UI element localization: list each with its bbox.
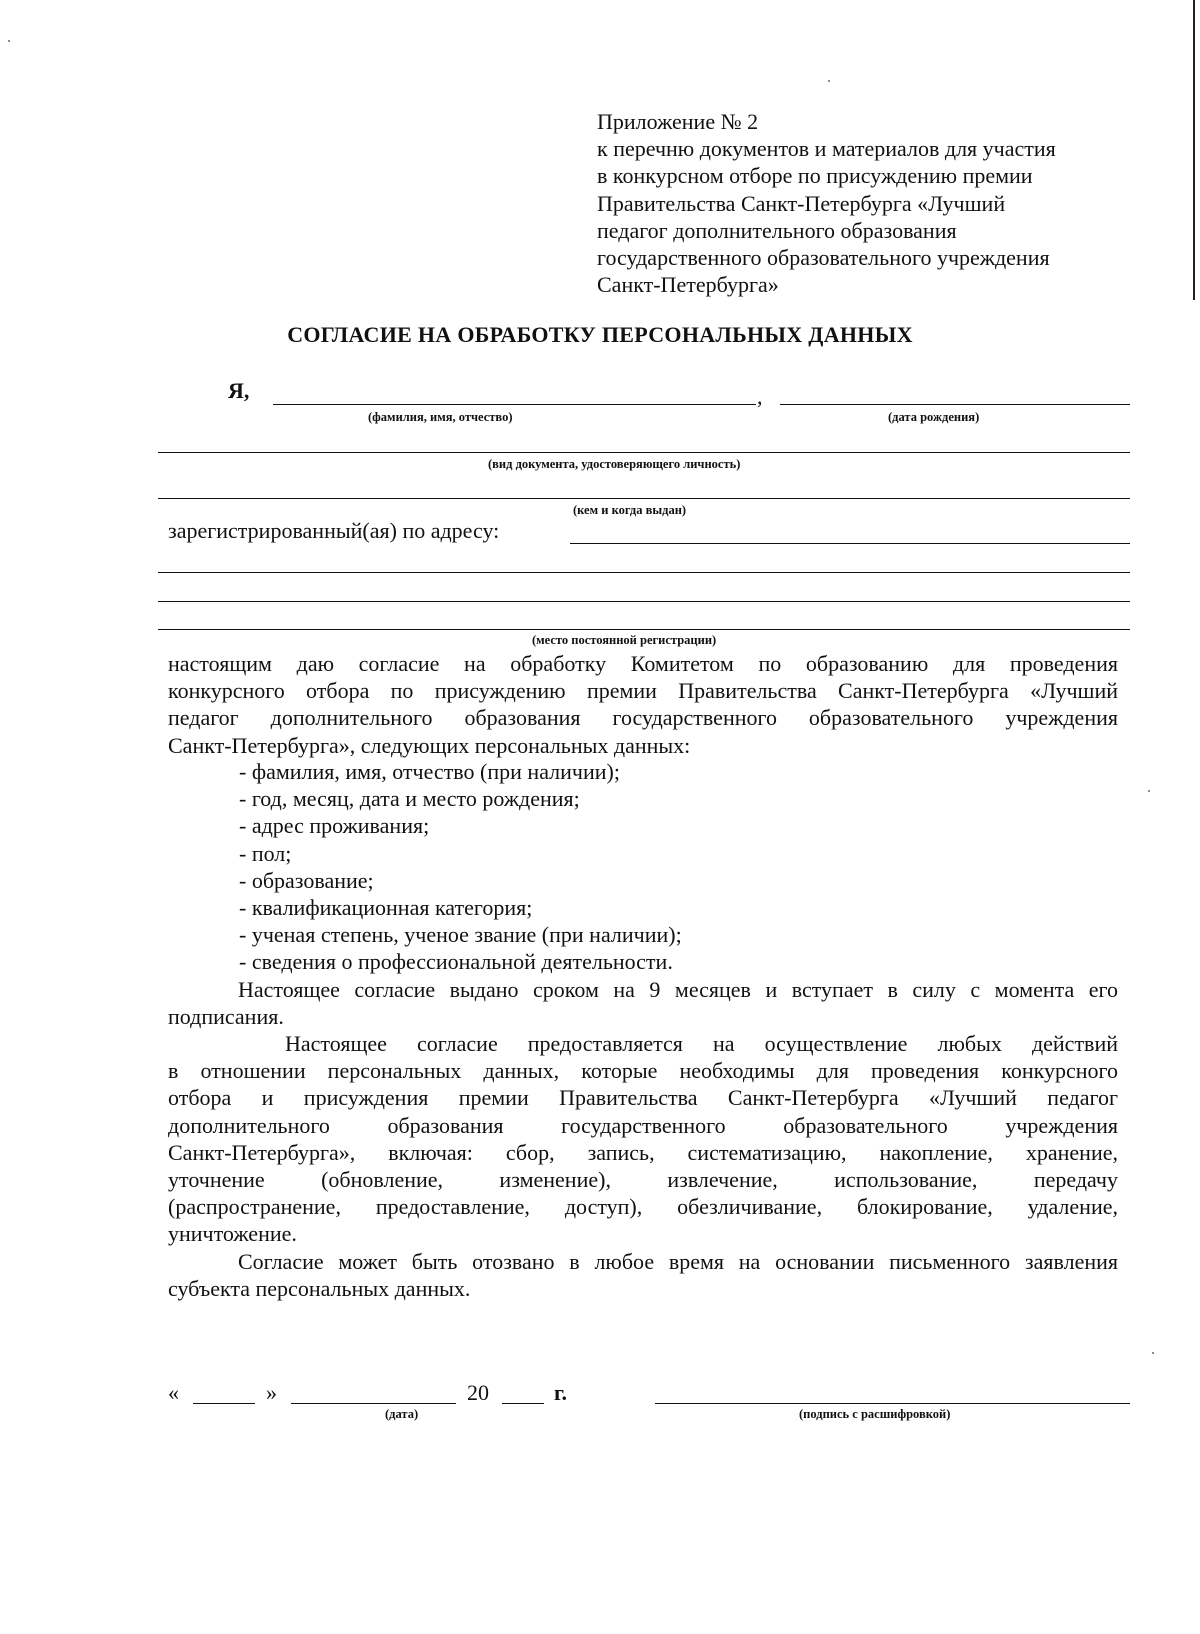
paragraph-line: Настоящее согласие предоставляется на осуществление любых действий: [285, 1031, 1118, 1056]
paragraph-line: Согласие может быть отозвано в любое время на основании письменного заявления: [238, 1249, 1118, 1274]
document-title: СОГЛАСИЕ НА ОБРАБОТКУ ПЕРСОНАЛЬНЫХ ДАННЫХ: [287, 322, 913, 347]
consent-scope-paragraph: [168, 1030, 1118, 1248]
address-field-line-3[interactable]: [158, 601, 1130, 602]
paragraph-line: Санкт-Петербурга», следующих персональных данных:: [168, 732, 691, 758]
paragraph-line: Санкт-Петербурга», включая: сбор, запись, систематизацию, накопление, хранение,: [168, 1139, 1118, 1165]
appendix-block: [597, 108, 1157, 298]
appendix-line: государственного образовательного учреждения: [597, 245, 1050, 271]
address-field-line-1[interactable]: [570, 543, 1130, 544]
appendix-line: педагог дополнительного образования: [597, 217, 957, 243]
year-field-line[interactable]: [502, 1403, 544, 1404]
day-field-line[interactable]: [193, 1403, 255, 1404]
quote-close: »: [266, 1380, 277, 1405]
registered-address-label: зарегистрированный(ая) по адресу:: [168, 518, 500, 543]
date-caption: (дата): [385, 1407, 419, 1421]
appendix-line: к перечню документов и материалов для участия: [597, 136, 1056, 162]
address-field-line-2[interactable]: [158, 572, 1130, 573]
scan-speck: [828, 80, 830, 82]
issued-by-caption: (кем и когда выдан): [573, 503, 687, 517]
paragraph-line: настоящим даю согласие на обработку Комитетом по образованию для проведения: [168, 651, 1118, 676]
birth-date-caption: (дата рождения): [888, 410, 980, 424]
list-item: - адрес проживания;: [239, 813, 430, 839]
list-item: - фамилия, имя, отчество (при наличии);: [239, 759, 620, 784]
i-label: Я,: [228, 378, 250, 403]
id-document-field-line[interactable]: [158, 452, 1130, 453]
signature-field-line[interactable]: [655, 1403, 1130, 1404]
paragraph-line: Настоящее согласие выдано сроком на 9 месяцев и вступает в силу с момента его: [238, 977, 1118, 1002]
quote-open: «: [168, 1380, 179, 1405]
comma-separator: ,: [757, 384, 763, 409]
address-field-line-4[interactable]: [158, 629, 1130, 630]
paragraph-line: дополнительного образования государственного образовательного учреждения: [168, 1112, 1118, 1138]
list-item: - образование;: [239, 867, 374, 893]
paragraph-line: отбора и присуждения премии Правительства Санкт-Петербурга «Лучший педагог: [168, 1085, 1118, 1111]
list-item: - пол;: [239, 840, 292, 866]
year-prefix: 20: [467, 1380, 489, 1405]
paragraph-line: педагог дополнительного образования государственного образовательного учреждения: [168, 705, 1118, 731]
paragraph-line: подписания.: [168, 1004, 284, 1030]
paragraph-line: субъекта персональных данных.: [168, 1276, 471, 1302]
appendix-line: в конкурсном отборе по присуждению премии: [597, 163, 1033, 189]
paragraph-line: уничтожение.: [168, 1221, 297, 1247]
scan-speck: [1148, 790, 1150, 792]
signature-caption: (подпись с расшифровкой): [799, 1407, 951, 1421]
paragraph-line: в отношении персональных данных, которые необходимы для проведения конкурсного: [168, 1058, 1118, 1084]
scan-edge-line: [1193, 0, 1195, 300]
scan-speck: [1152, 1352, 1154, 1354]
year-suffix: г.: [554, 1380, 568, 1405]
list-item: - год, месяц, дата и место рождения;: [239, 786, 580, 812]
paragraph-line: конкурсного отбора по присуждению премии Правительства Санкт-Петербурга «Лучший: [168, 678, 1118, 704]
fio-field-line[interactable]: [273, 404, 756, 405]
month-field-line[interactable]: [291, 1403, 456, 1404]
consent-term-paragraph: [168, 976, 1118, 1030]
id-document-caption: (вид документа, удостоверяющего личность): [488, 457, 741, 471]
scan-speck: [8, 40, 10, 42]
list-item: - сведения о профессиональной деятельности.: [239, 949, 673, 975]
appendix-line: Приложение № 2: [597, 109, 759, 134]
birth-date-field-line[interactable]: [780, 404, 1130, 405]
registration-caption: (место постоянной регистрации): [532, 633, 717, 647]
paragraph-line: уточнение (обновление, изменение), извлечение, использование, передачу: [168, 1167, 1118, 1193]
list-item: - квалификационная категория;: [239, 895, 533, 921]
personal-data-list: [239, 758, 682, 976]
consent-intro-paragraph: [168, 650, 1118, 759]
appendix-line: Правительства Санкт-Петербурга «Лучший: [597, 190, 1006, 216]
issued-by-field-line[interactable]: [158, 498, 1130, 499]
list-item: - ученая степень, ученое звание (при наличии);: [239, 922, 682, 948]
consent-revoke-paragraph: [168, 1248, 1118, 1302]
paragraph-line: (распространение, предоставление, доступ), обезличивание, блокирование, удаление,: [168, 1194, 1118, 1220]
appendix-line: Санкт-Петербурга»: [597, 272, 779, 298]
fio-caption: (фамилия, имя, отчество): [368, 410, 513, 424]
